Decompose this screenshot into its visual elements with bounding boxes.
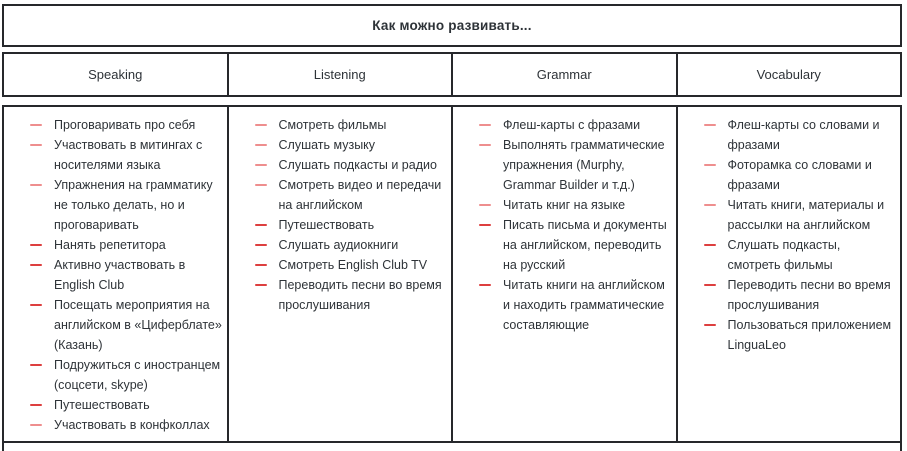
column-header-grammar: Grammar [453,52,678,97]
list-item-text: Фоторамка со словами и фразами [727,158,872,192]
list-item-text: Смотреть фильмы [278,118,387,132]
list-item-text: Слушать аудиокниги [278,238,399,252]
dash-bullet-icon [255,184,267,186]
list-item [255,135,448,155]
column-cell-speaking [2,105,229,443]
list-item-text: Активно участвовать в English Club [54,258,186,292]
column-header-vocabulary: Vocabulary [678,52,903,97]
list-item [30,395,223,415]
list-item [255,115,448,135]
dash-bullet-icon [30,264,42,266]
list-item-text: Слушать музыку [278,138,376,152]
list-item-text: Читать книг на языке [503,198,626,212]
list-item [255,275,448,315]
dash-bullet-icon [30,404,42,406]
list-item [255,215,448,235]
table-title-row [2,4,902,47]
vocabulary-list [678,107,901,355]
table-title: Как можно развивать... [372,18,532,33]
dash-bullet-icon [30,124,42,126]
column-cell-listening [229,105,454,443]
list-item [704,235,897,275]
dash-bullet-icon [30,144,42,146]
dash-bullet-icon [704,284,716,286]
list-item-text: Смотреть English Club TV [278,258,428,272]
list-item [479,215,672,275]
list-item-text: Переводить песни во время прослушивания [278,278,442,312]
column-cell-grammar [453,105,678,443]
column-header-speaking: Speaking [2,52,229,97]
dash-bullet-icon [479,144,491,146]
list-item [704,155,897,195]
listening-list [229,107,452,315]
list-item [255,235,448,255]
list-item [30,255,223,295]
list-item-text: Писать письма и документы на английском, переводить на русский [503,218,667,272]
list-item [30,295,223,355]
list-item-text: Подружиться с иностранцем (соцсети, skype) [54,358,221,392]
dash-bullet-icon [30,364,42,366]
dash-bullet-icon [479,124,491,126]
list-item [479,195,672,215]
list-item [704,195,897,235]
list-item [479,115,672,135]
dash-bullet-icon [479,224,491,226]
list-item [479,135,672,195]
list-item-text: Пользоваться приложением LinguaLeo [727,318,892,352]
grammar-list [453,107,676,335]
dash-bullet-icon [704,164,716,166]
dash-bullet-icon [30,244,42,246]
list-item-text: Выполнять грамматические упражнения (Murphy, Grammar Builder и т.д.) [503,138,665,192]
table-body-row [2,105,902,443]
list-item [30,115,223,135]
speaking-list [4,107,227,435]
dash-bullet-icon [255,164,267,166]
dash-bullet-icon [704,324,716,326]
list-item-text: Участвовать в конфколлах [54,418,210,432]
dash-bullet-icon [30,184,42,186]
dash-bullet-icon [704,204,716,206]
list-item-text: Участвовать в митингах с носителями языка [54,138,203,172]
dash-bullet-icon [479,284,491,286]
list-item-text: Слушать подкасты и радио [278,158,437,172]
list-item [30,235,223,255]
list-item-text: Упражнения на грамматику не только делать, но и проговаривать [54,178,213,232]
list-item-text: Проговаривать про себя [54,118,196,132]
list-item [30,415,223,435]
dash-bullet-icon [30,304,42,306]
dash-bullet-icon [255,284,267,286]
dash-bullet-icon [255,144,267,146]
list-item [704,115,897,155]
list-item-text: Переводить песни во время прослушивания [727,278,891,312]
list-item [704,315,897,355]
list-item-text: Нанять репетитора [54,238,166,252]
dash-bullet-icon [255,264,267,266]
list-item [30,355,223,395]
list-item-text: Читать книги, материалы и рассылки на английском [727,198,885,232]
dash-bullet-icon [704,244,716,246]
column-cell-vocabulary [678,105,903,443]
table-footer-row [2,443,902,451]
list-item-text: Смотреть видео и передачи на английском [278,178,442,212]
list-item-text: Путешествовать [278,218,375,232]
list-item [479,275,672,335]
list-item-text: Путешествовать [54,398,150,412]
dash-bullet-icon [704,124,716,126]
list-item [255,155,448,175]
list-item-text: Читать книги на английском и находить грамматические составляющие [503,278,665,332]
list-item [255,175,448,215]
list-item-text: Флеш-карты с фразами [503,118,641,132]
list-item [30,175,223,235]
dash-bullet-icon [255,244,267,246]
dash-bullet-icon [255,224,267,226]
list-item-text: Флеш-карты со словами и фразами [727,118,880,152]
list-item-text: Посещать мероприятия на английском в «Циферблате» (Казань) [54,298,222,352]
column-header-listening: Listening [229,52,454,97]
dash-bullet-icon [479,204,491,206]
list-item [704,275,897,315]
list-item [30,135,223,175]
table-header-row [2,52,902,97]
dash-bullet-icon [255,124,267,126]
list-item-text: Слушать подкасты, смотреть фильмы [727,238,841,272]
list-item [255,255,448,275]
dash-bullet-icon [30,424,42,426]
